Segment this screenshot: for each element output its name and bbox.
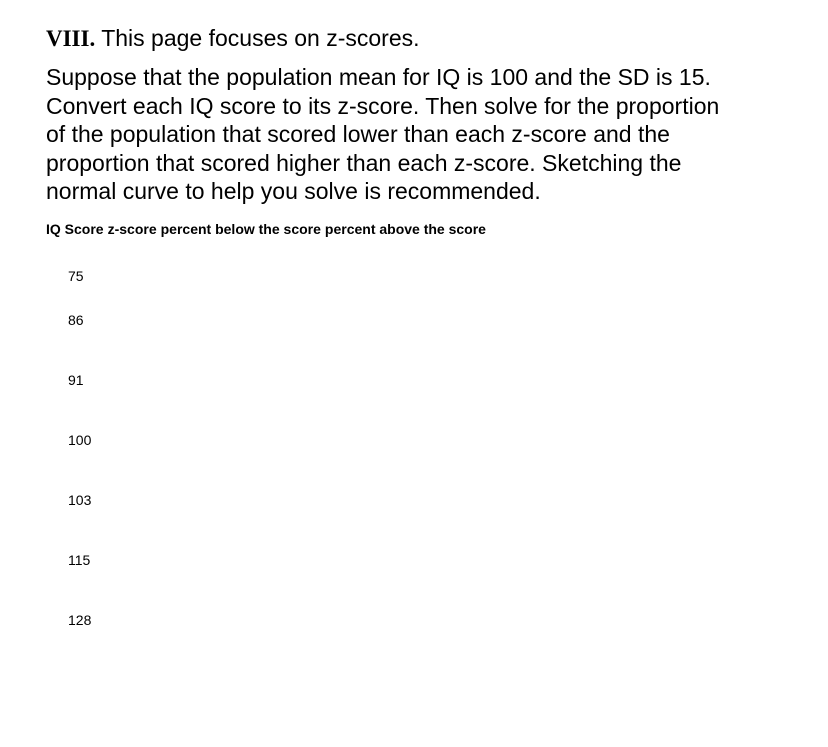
percent-above-cell[interactable] — [325, 238, 490, 298]
iq-score-cell: 103 — [68, 491, 92, 508]
section-heading — [46, 0, 806, 53]
iq-score-cell: 91 — [68, 371, 84, 388]
worksheet-page — [46, 0, 806, 658]
header-z-score: z-score — [107, 220, 157, 237]
percent-below-cell[interactable] — [161, 598, 325, 658]
percent-below-cell[interactable] — [161, 538, 325, 598]
table-row — [46, 358, 490, 418]
z-score-cell[interactable] — [108, 298, 161, 358]
percent-above-cell[interactable] — [325, 478, 490, 538]
percent-below-cell[interactable] — [161, 358, 325, 418]
iq-score-cell: 75 — [68, 267, 84, 284]
table-header-row — [46, 220, 490, 238]
z-score-cell[interactable] — [108, 418, 161, 478]
z-score-cell[interactable] — [108, 598, 161, 658]
instruction-line: Suppose that the population mean for IQ is 100 and the SD is 15. — [46, 64, 711, 90]
instruction-line: Convert each IQ score to its z-score. Then solve for the proportion — [46, 92, 720, 119]
header-percent-below: percent below the score — [160, 220, 321, 237]
percent-below-cell[interactable] — [161, 298, 325, 358]
instruction-line: normal curve to help you solve is recommended. — [46, 178, 541, 204]
iq-score-cell: 115 — [68, 551, 91, 568]
percent-below-cell[interactable] — [161, 238, 325, 298]
header-iq-score: IQ Score — [46, 220, 104, 237]
z-score-cell[interactable] — [108, 358, 161, 418]
zscore-table — [46, 220, 490, 658]
instructions-paragraph — [46, 63, 806, 206]
iq-score-cell: 100 — [68, 431, 92, 448]
table-row — [46, 478, 490, 538]
iq-score-cell: 128 — [68, 611, 92, 628]
table-row — [46, 538, 490, 598]
section-title: This page focuses on z-scores. — [101, 25, 420, 51]
instruction-line: of the population that scored lower than each z-score and the — [46, 121, 670, 147]
percent-above-cell[interactable] — [325, 298, 490, 358]
z-score-cell[interactable] — [108, 238, 161, 298]
table-row — [46, 238, 490, 298]
percent-above-cell[interactable] — [325, 358, 490, 418]
percent-above-cell[interactable] — [325, 598, 490, 658]
percent-below-cell[interactable] — [161, 478, 325, 538]
section-number: VIII. — [46, 26, 96, 51]
table-row — [46, 418, 490, 478]
percent-below-cell[interactable] — [161, 418, 325, 478]
table-row — [46, 298, 490, 358]
table-row — [46, 598, 490, 658]
z-score-cell[interactable] — [108, 538, 161, 598]
percent-above-cell[interactable] — [325, 418, 490, 478]
header-percent-above: percent above the score — [324, 220, 486, 237]
z-score-cell[interactable] — [108, 478, 161, 538]
percent-above-cell[interactable] — [325, 538, 490, 598]
instruction-line: proportion that scored higher than each z-score. Sketching the — [46, 149, 682, 176]
iq-score-cell: 86 — [68, 311, 84, 328]
